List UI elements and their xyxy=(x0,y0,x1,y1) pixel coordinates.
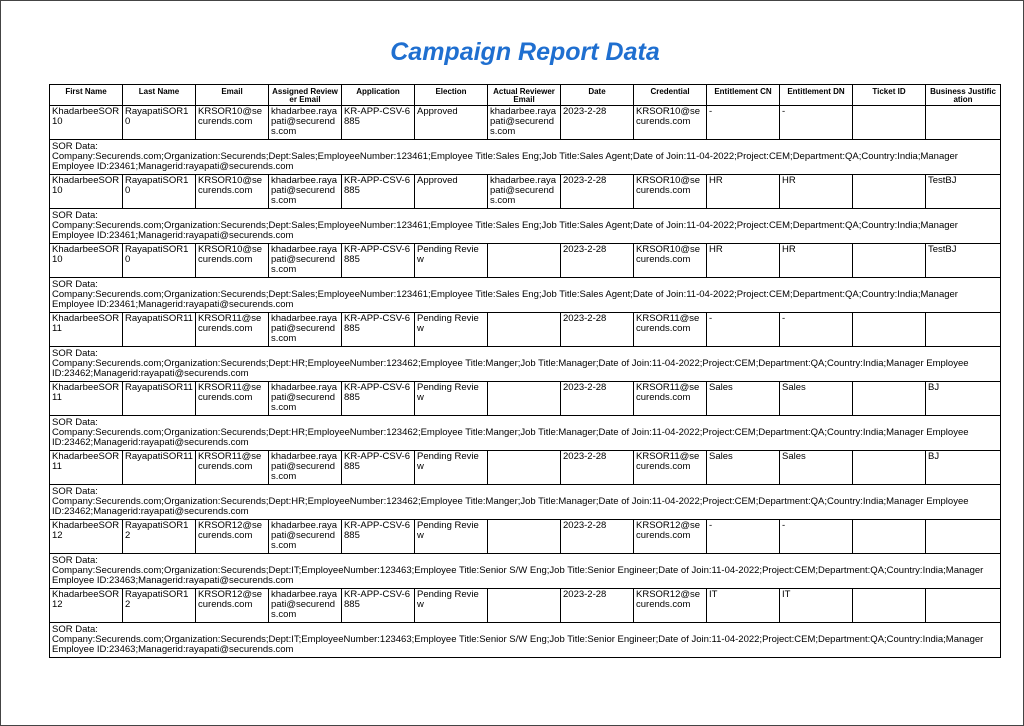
cell-business-justification xyxy=(926,106,1001,140)
sor-data-row xyxy=(50,485,1001,520)
sor-data-row xyxy=(50,347,1001,382)
header-first-name: First Name xyxy=(50,85,123,106)
cell-election: Pending Review xyxy=(415,589,488,623)
cell-business-justification: TestBJ xyxy=(926,244,1001,278)
sor-data-cell: SOR Data: Company:Securends.com;Organization:Securends;Dept:HR;EmployeeNumber:123462;Employee Title:Manger;Job Title:Manager;Date of Join:11-04-2022;Project:CEM;Department:QA;Country:India;Manager Employee ID:23462;Managerid:rayapati@securends.com xyxy=(50,485,1001,520)
header-row xyxy=(50,85,1001,106)
header-application: Application xyxy=(342,85,415,106)
cell-credential: KRSOR11@securends.com xyxy=(634,382,707,416)
cell-first-name: KhadarbeeSOR12 xyxy=(50,589,123,623)
cell-business-justification xyxy=(926,313,1001,347)
header-election: Election xyxy=(415,85,488,106)
cell-first-name: KhadarbeeSOR11 xyxy=(50,313,123,347)
cell-credential: KRSOR11@securends.com xyxy=(634,313,707,347)
cell-application: KR-APP-CSV-6885 xyxy=(342,244,415,278)
cell-credential: KRSOR10@securends.com xyxy=(634,106,707,140)
report-body xyxy=(50,106,1001,658)
cell-actual-reviewer-email xyxy=(488,520,561,554)
cell-entitlement-dn: Sales xyxy=(780,382,853,416)
header-actual-reviewer-email: Actual Reviewer Email xyxy=(488,85,561,106)
cell-credential: KRSOR12@securends.com xyxy=(634,589,707,623)
cell-last-name: RayapatiSOR11 xyxy=(123,313,196,347)
cell-application: KR-APP-CSV-6885 xyxy=(342,313,415,347)
cell-date: 2023-2-28 xyxy=(561,520,634,554)
cell-business-justification xyxy=(926,589,1001,623)
cell-last-name: RayapatiSOR10 xyxy=(123,175,196,209)
cell-first-name: KhadarbeeSOR12 xyxy=(50,520,123,554)
cell-entitlement-cn: - xyxy=(707,520,780,554)
cell-entitlement-cn: IT xyxy=(707,589,780,623)
cell-entitlement-dn: HR xyxy=(780,244,853,278)
cell-ticket-id xyxy=(853,520,926,554)
cell-assigned-reviewer-email: khadarbee.rayapati@securends.com xyxy=(269,313,342,347)
cell-last-name: RayapatiSOR10 xyxy=(123,244,196,278)
sor-data-cell: SOR Data: Company:Securends.com;Organization:Securends;Dept:Sales;EmployeeNumber:123461;Employee Title:Sales Eng;Job Title:Sales Agent;Date of Join:11-04-2022;Project:CEM;Department:QA;Country:India;Manager Employee ID:23461;Managerid:rayapati@securends.com xyxy=(50,140,1001,175)
cell-election: Pending Review xyxy=(415,244,488,278)
cell-application: KR-APP-CSV-6885 xyxy=(342,589,415,623)
cell-election: Pending Review xyxy=(415,313,488,347)
cell-assigned-reviewer-email: khadarbee.rayapati@securends.com xyxy=(269,106,342,140)
table-row xyxy=(50,106,1001,140)
header-credential: Credential xyxy=(634,85,707,106)
cell-date: 2023-2-28 xyxy=(561,106,634,140)
cell-date: 2023-2-28 xyxy=(561,313,634,347)
cell-application: KR-APP-CSV-6885 xyxy=(342,106,415,140)
header-email: Email xyxy=(196,85,269,106)
cell-ticket-id xyxy=(853,244,926,278)
header-last-name: Last Name xyxy=(123,85,196,106)
sor-data-cell: SOR Data: Company:Securends.com;Organization:Securends;Dept:Sales;EmployeeNumber:123461;Employee Title:Sales Eng;Job Title:Sales Agent;Date of Join:11-04-2022;Project:CEM;Department:QA;Country:India;Manager Employee ID:23461;Managerid:rayapati@securends.com xyxy=(50,278,1001,313)
campaign-report-table xyxy=(49,84,1001,658)
cell-assigned-reviewer-email: khadarbee.rayapati@securends.com xyxy=(269,244,342,278)
cell-last-name: RayapatiSOR11 xyxy=(123,451,196,485)
cell-ticket-id xyxy=(853,313,926,347)
cell-entitlement-cn: Sales xyxy=(707,451,780,485)
cell-entitlement-cn: Sales xyxy=(707,382,780,416)
cell-date: 2023-2-28 xyxy=(561,589,634,623)
cell-date: 2023-2-28 xyxy=(561,244,634,278)
cell-ticket-id xyxy=(853,451,926,485)
cell-credential: KRSOR10@securends.com xyxy=(634,175,707,209)
cell-application: KR-APP-CSV-6885 xyxy=(342,451,415,485)
cell-ticket-id xyxy=(853,382,926,416)
cell-application: KR-APP-CSV-6885 xyxy=(342,382,415,416)
cell-credential: KRSOR10@securends.com xyxy=(634,244,707,278)
cell-entitlement-cn: HR xyxy=(707,175,780,209)
cell-ticket-id xyxy=(853,106,926,140)
cell-election: Approved xyxy=(415,106,488,140)
cell-email: KRSOR11@securends.com xyxy=(196,382,269,416)
cell-first-name: KhadarbeeSOR11 xyxy=(50,382,123,416)
report-title: Campaign Report Data xyxy=(390,38,660,66)
cell-business-justification xyxy=(926,520,1001,554)
cell-entitlement-dn: - xyxy=(780,313,853,347)
cell-application: KR-APP-CSV-6885 xyxy=(342,520,415,554)
cell-assigned-reviewer-email: khadarbee.rayapati@securends.com xyxy=(269,382,342,416)
table-row xyxy=(50,589,1001,623)
cell-entitlement-dn: HR xyxy=(780,175,853,209)
table-row xyxy=(50,313,1001,347)
cell-last-name: RayapatiSOR12 xyxy=(123,589,196,623)
cell-last-name: RayapatiSOR11 xyxy=(123,382,196,416)
cell-actual-reviewer-email xyxy=(488,382,561,416)
cell-ticket-id xyxy=(853,175,926,209)
header-date: Date xyxy=(561,85,634,106)
cell-assigned-reviewer-email: khadarbee.rayapati@securends.com xyxy=(269,589,342,623)
cell-business-justification: BJ xyxy=(926,451,1001,485)
header-entitlement-dn: Entitlement DN xyxy=(780,85,853,106)
cell-email: KRSOR11@securends.com xyxy=(196,313,269,347)
cell-credential: KRSOR12@securends.com xyxy=(634,520,707,554)
cell-first-name: KhadarbeeSOR10 xyxy=(50,175,123,209)
header-entitlement-cn: Entitlement CN xyxy=(707,85,780,106)
cell-date: 2023-2-28 xyxy=(561,175,634,209)
cell-email: KRSOR11@securends.com xyxy=(196,451,269,485)
header-business-justification: Business Justification xyxy=(926,85,1001,106)
cell-entitlement-cn: - xyxy=(707,106,780,140)
cell-first-name: KhadarbeeSOR11 xyxy=(50,451,123,485)
cell-entitlement-dn: IT xyxy=(780,589,853,623)
cell-actual-reviewer-email: khadarbee.rayapati@securends.com xyxy=(488,175,561,209)
cell-actual-reviewer-email xyxy=(488,244,561,278)
cell-election: Approved xyxy=(415,175,488,209)
cell-entitlement-dn: Sales xyxy=(780,451,853,485)
cell-application: KR-APP-CSV-6885 xyxy=(342,175,415,209)
cell-entitlement-dn: - xyxy=(780,106,853,140)
sor-data-cell: SOR Data: Company:Securends.com;Organization:Securends;Dept:IT;EmployeeNumber:123463;Employee Title:Senior S/W Eng;Job Title:Senior Engineer;Date of Join:11-04-2022;Project:CEM;Department:QA;Country:India;Manager Employee ID:23463;Managerid:rayapati@securends.com xyxy=(50,554,1001,589)
header-ticket-id: Ticket ID xyxy=(853,85,926,106)
cell-first-name: KhadarbeeSOR10 xyxy=(50,106,123,140)
cell-assigned-reviewer-email: khadarbee.rayapati@securends.com xyxy=(269,451,342,485)
cell-entitlement-dn: - xyxy=(780,520,853,554)
cell-assigned-reviewer-email: khadarbee.rayapati@securends.com xyxy=(269,175,342,209)
cell-last-name: RayapatiSOR10 xyxy=(123,106,196,140)
sor-data-cell: SOR Data: Company:Securends.com;Organization:Securends;Dept:Sales;EmployeeNumber:123461;Employee Title:Sales Eng;Job Title:Sales Agent;Date of Join:11-04-2022;Project:CEM;Department:QA;Country:India;Manager Employee ID:23461;Managerid:rayapati@securends.com xyxy=(50,209,1001,244)
sor-data-row xyxy=(50,209,1001,244)
cell-email: KRSOR10@securends.com xyxy=(196,106,269,140)
cell-credential: KRSOR11@securends.com xyxy=(634,451,707,485)
sor-data-row xyxy=(50,623,1001,658)
cell-ticket-id xyxy=(853,589,926,623)
sor-data-cell: SOR Data: Company:Securends.com;Organization:Securends;Dept:IT;EmployeeNumber:123463;Employee Title:Senior S/W Eng;Job Title:Senior Engineer;Date of Join:11-04-2022;Project:CEM;Department:QA;Country:India;Manager Employee ID:23463;Managerid:rayapati@securends.com xyxy=(50,623,1001,658)
table-row xyxy=(50,175,1001,209)
cell-business-justification: TestBJ xyxy=(926,175,1001,209)
cell-date: 2023-2-28 xyxy=(561,382,634,416)
table-row xyxy=(50,520,1001,554)
cell-date: 2023-2-28 xyxy=(561,451,634,485)
table-row xyxy=(50,382,1001,416)
cell-election: Pending Review xyxy=(415,520,488,554)
sor-data-row xyxy=(50,140,1001,175)
cell-assigned-reviewer-email: khadarbee.rayapati@securends.com xyxy=(269,520,342,554)
cell-actual-reviewer-email xyxy=(488,313,561,347)
cell-entitlement-cn: HR xyxy=(707,244,780,278)
cell-actual-reviewer-email xyxy=(488,451,561,485)
cell-actual-reviewer-email xyxy=(488,589,561,623)
cell-actual-reviewer-email: khadarbee.rayapati@securends.com xyxy=(488,106,561,140)
cell-email: KRSOR10@securends.com xyxy=(196,244,269,278)
header-assigned-reviewer-email: Assigned Reviewer Email xyxy=(269,85,342,106)
table-row xyxy=(50,451,1001,485)
cell-entitlement-cn: - xyxy=(707,313,780,347)
cell-election: Pending Review xyxy=(415,382,488,416)
table-row xyxy=(50,244,1001,278)
cell-email: KRSOR12@securends.com xyxy=(196,589,269,623)
sor-data-cell: SOR Data: Company:Securends.com;Organization:Securends;Dept:HR;EmployeeNumber:123462;Employee Title:Manger;Job Title:Manager;Date of Join:11-04-2022;Project:CEM;Department:QA;Country:India;Manager Employee ID:23462;Managerid:rayapati@securends.com xyxy=(50,347,1001,382)
sor-data-row xyxy=(50,416,1001,451)
sor-data-row xyxy=(50,278,1001,313)
cell-email: KRSOR12@securends.com xyxy=(196,520,269,554)
cell-last-name: RayapatiSOR12 xyxy=(123,520,196,554)
cell-email: KRSOR10@securends.com xyxy=(196,175,269,209)
cell-first-name: KhadarbeeSOR10 xyxy=(50,244,123,278)
cell-election: Pending Review xyxy=(415,451,488,485)
sor-data-row xyxy=(50,554,1001,589)
cell-business-justification: BJ xyxy=(926,382,1001,416)
sor-data-cell: SOR Data: Company:Securends.com;Organization:Securends;Dept:HR;EmployeeNumber:123462;Employee Title:Manger;Job Title:Manager;Date of Join:11-04-2022;Project:CEM;Department:QA;Country:India;Manager Employee ID:23462;Managerid:rayapati@securends.com xyxy=(50,416,1001,451)
